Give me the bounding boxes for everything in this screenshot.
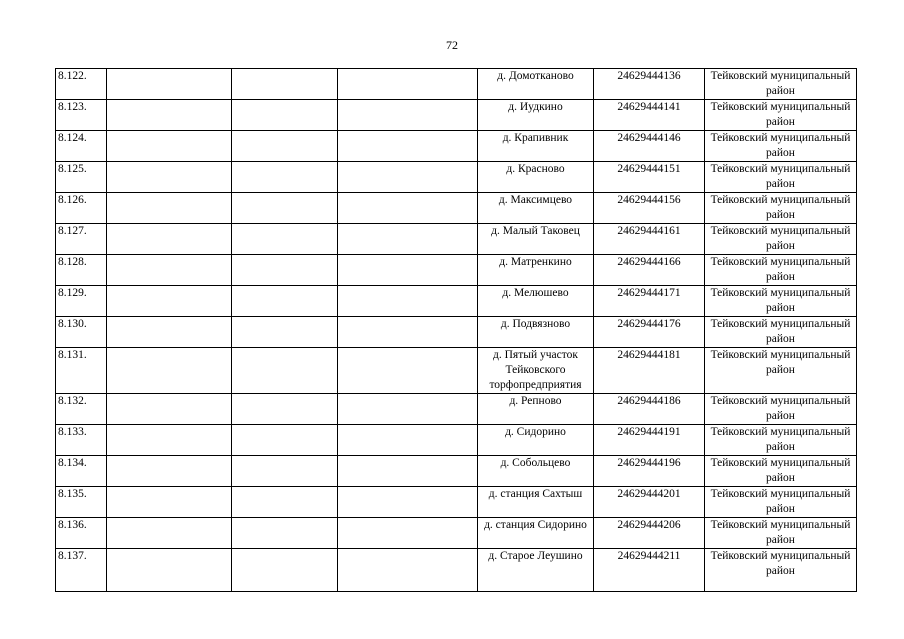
row-number: 8.133. — [56, 425, 107, 456]
row-number: 8.137. — [56, 549, 107, 592]
empty-cell — [232, 224, 338, 255]
table-row — [56, 487, 857, 518]
row-number: 8.132. — [56, 394, 107, 425]
row-number: 8.134. — [56, 456, 107, 487]
table-row — [56, 518, 857, 549]
empty-cell — [107, 317, 232, 348]
district-name: Тейковский муниципальный район — [705, 255, 857, 286]
oktmo-code: 24629444181 — [594, 348, 705, 394]
registry-table — [55, 68, 857, 592]
empty-cell — [338, 487, 478, 518]
empty-cell — [338, 255, 478, 286]
settlement-name: д. станция Сахтыш — [478, 487, 594, 518]
empty-cell — [107, 162, 232, 193]
oktmo-code: 24629444186 — [594, 394, 705, 425]
row-number: 8.136. — [56, 518, 107, 549]
empty-cell — [232, 193, 338, 224]
empty-cell — [107, 549, 232, 592]
empty-cell — [107, 348, 232, 394]
settlement-name: д. Подвязново — [478, 317, 594, 348]
row-number: 8.130. — [56, 317, 107, 348]
empty-cell — [232, 317, 338, 348]
empty-cell — [338, 456, 478, 487]
district-name: Тейковский муниципальный район — [705, 518, 857, 549]
row-number: 8.128. — [56, 255, 107, 286]
settlement-name: д. Пятый участок Тейковского торфопредприятия — [478, 348, 594, 394]
empty-cell — [338, 162, 478, 193]
empty-cell — [107, 69, 232, 100]
row-number: 8.125. — [56, 162, 107, 193]
empty-cell — [107, 224, 232, 255]
empty-cell — [338, 518, 478, 549]
empty-cell — [107, 193, 232, 224]
empty-cell — [338, 131, 478, 162]
district-name: Тейковский муниципальный район — [705, 487, 857, 518]
table-row — [56, 224, 857, 255]
settlement-name: д. Матренкино — [478, 255, 594, 286]
district-name: Тейковский муниципальный район — [705, 193, 857, 224]
empty-cell — [107, 394, 232, 425]
oktmo-code: 24629444151 — [594, 162, 705, 193]
row-number: 8.129. — [56, 286, 107, 317]
settlement-name: д. Сидорино — [478, 425, 594, 456]
district-name: Тейковский муниципальный район — [705, 224, 857, 255]
row-number: 8.122. — [56, 69, 107, 100]
empty-cell — [338, 69, 478, 100]
district-name: Тейковский муниципальный район — [705, 425, 857, 456]
table-row — [56, 286, 857, 317]
table-row — [56, 549, 857, 592]
oktmo-code: 24629444171 — [594, 286, 705, 317]
empty-cell — [338, 193, 478, 224]
district-name: Тейковский муниципальный район — [705, 131, 857, 162]
empty-cell — [107, 518, 232, 549]
settlement-name: д. Репново — [478, 394, 594, 425]
table-row — [56, 193, 857, 224]
empty-cell — [107, 425, 232, 456]
empty-cell — [338, 286, 478, 317]
empty-cell — [232, 425, 338, 456]
empty-cell — [338, 100, 478, 131]
settlement-name: д. Иудкино — [478, 100, 594, 131]
settlement-name: д. Крапивник — [478, 131, 594, 162]
district-name: Тейковский муниципальный район — [705, 317, 857, 348]
settlement-name: д. Малый Таковец — [478, 224, 594, 255]
row-number: 8.123. — [56, 100, 107, 131]
settlement-name: д. Домотканово — [478, 69, 594, 100]
settlement-name: д. станция Сидорино — [478, 518, 594, 549]
oktmo-code: 24629444206 — [594, 518, 705, 549]
empty-cell — [232, 394, 338, 425]
empty-cell — [232, 255, 338, 286]
settlement-name: д. Мелюшево — [478, 286, 594, 317]
settlement-name: д. Максимцево — [478, 193, 594, 224]
oktmo-code: 24629444141 — [594, 100, 705, 131]
empty-cell — [232, 100, 338, 131]
empty-cell — [338, 394, 478, 425]
row-number: 8.127. — [56, 224, 107, 255]
table-row — [56, 255, 857, 286]
empty-cell — [232, 162, 338, 193]
oktmo-code: 24629444161 — [594, 224, 705, 255]
empty-cell — [338, 425, 478, 456]
oktmo-code: 24629444196 — [594, 456, 705, 487]
empty-cell — [338, 549, 478, 592]
district-name: Тейковский муниципальный район — [705, 69, 857, 100]
oktmo-code: 24629444176 — [594, 317, 705, 348]
district-name: Тейковский муниципальный район — [705, 456, 857, 487]
table-row — [56, 162, 857, 193]
settlement-name: д. Старое Леушино — [478, 549, 594, 592]
settlement-name: д. Красново — [478, 162, 594, 193]
table-row — [56, 100, 857, 131]
empty-cell — [338, 224, 478, 255]
row-number: 8.135. — [56, 487, 107, 518]
oktmo-code: 24629444166 — [594, 255, 705, 286]
table-row — [56, 317, 857, 348]
empty-cell — [338, 317, 478, 348]
empty-cell — [232, 456, 338, 487]
empty-cell — [107, 131, 232, 162]
empty-cell — [107, 255, 232, 286]
oktmo-code: 24629444156 — [594, 193, 705, 224]
empty-cell — [107, 487, 232, 518]
district-name: Тейковский муниципальный район — [705, 549, 857, 592]
district-name: Тейковский муниципальный район — [705, 162, 857, 193]
district-name: Тейковский муниципальный район — [705, 286, 857, 317]
row-number: 8.126. — [56, 193, 107, 224]
empty-cell — [232, 131, 338, 162]
oktmo-code: 24629444146 — [594, 131, 705, 162]
oktmo-code: 24629444201 — [594, 487, 705, 518]
table-row — [56, 456, 857, 487]
page-number: 72 — [446, 38, 458, 52]
row-number: 8.124. — [56, 131, 107, 162]
table-row — [56, 394, 857, 425]
empty-cell — [232, 549, 338, 592]
table-row — [56, 69, 857, 100]
empty-cell — [232, 69, 338, 100]
oktmo-code: 24629444136 — [594, 69, 705, 100]
table-row — [56, 131, 857, 162]
empty-cell — [232, 487, 338, 518]
empty-cell — [232, 286, 338, 317]
empty-cell — [232, 518, 338, 549]
row-number: 8.131. — [56, 348, 107, 394]
table-row — [56, 425, 857, 456]
empty-cell — [107, 456, 232, 487]
empty-cell — [232, 348, 338, 394]
empty-cell — [107, 286, 232, 317]
oktmo-code: 24629444211 — [594, 549, 705, 592]
district-name: Тейковский муниципальный район — [705, 394, 857, 425]
empty-cell — [107, 100, 232, 131]
empty-cell — [338, 348, 478, 394]
district-name: Тейковский муниципальный район — [705, 348, 857, 394]
settlement-name: д. Собольцево — [478, 456, 594, 487]
oktmo-code: 24629444191 — [594, 425, 705, 456]
table-row — [56, 348, 857, 394]
district-name: Тейковский муниципальный район — [705, 100, 857, 131]
